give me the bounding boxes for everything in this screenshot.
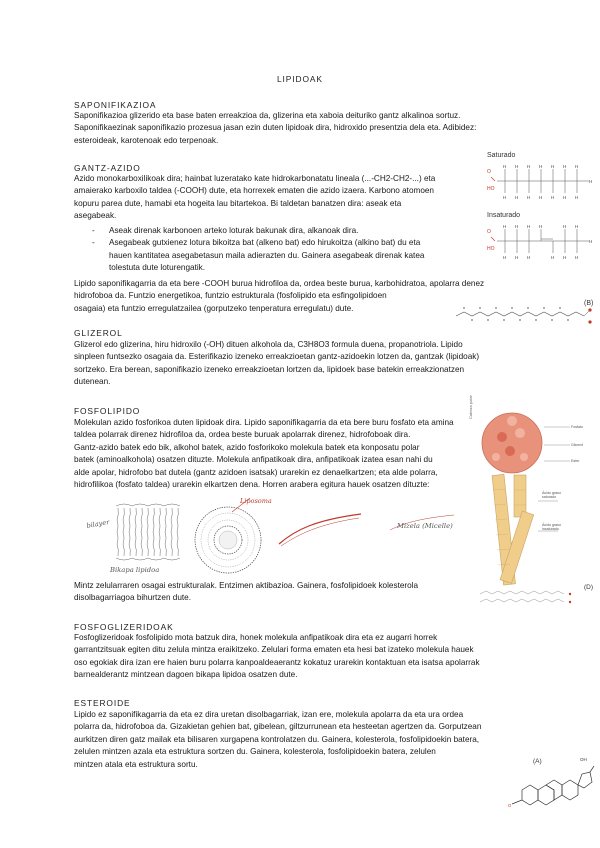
svg-text:HO: HO	[487, 186, 495, 192]
svg-text:H: H	[551, 255, 555, 260]
svg-text:H: H	[503, 255, 507, 260]
heading-fosfoglizeridoak: FOSFOGLIZERIDOAK	[74, 622, 174, 632]
heading-glizerol: GLIZEROL	[74, 328, 123, 338]
svg-text:H: H	[563, 164, 567, 169]
bilayer-sketch	[80, 500, 192, 566]
svg-text:Cabeza polar: Cabeza polar	[468, 395, 473, 419]
svg-text:H: H	[589, 179, 593, 184]
paragraph-fosfolipido: Molekulan azido fosforikoa duten lipidoak dira. Lipido saponifikagarria da eta bere buru fosfato eta amina taldea polarrak direnez hidrofiloa da, ordea beste buruak apolarrak direnez, hidrofoboak dira. Gantz-azido batek edo bik, alkohol batek, azido fosforikoko molekula batek eta konposatu polar batek (aminoalkohola) osatzen dituzte. Molekula anfipatikoak dira, anfipatikoak izatea esan nahi du alde apolar, hidrofobo bat dutela (gantz azidoen isatsak) urarekin ez denaelkartzen; eta alde polarra, hidrofilikoa (fosfato taldea) urarekin elkartzen dena. Horren arabera egitura hauek osatzen dituzte:	[74, 418, 454, 490]
svg-text:insaturado: insaturado	[542, 527, 559, 531]
svg-text:H: H	[515, 224, 519, 229]
phospholipid-chain-figure	[478, 586, 588, 610]
svg-text:H: H	[527, 195, 531, 200]
heading-esteroide: ESTEROIDE	[74, 698, 131, 708]
saturated-fatty-acid-figure	[485, 160, 597, 202]
svg-text:Ácido graso: Ácido graso	[542, 523, 561, 527]
label-saturado: Saturado	[487, 152, 516, 159]
svg-text:H: H	[539, 224, 543, 229]
label-panel-a: (A)	[533, 758, 542, 765]
svg-text:Fosfato: Fosfato	[571, 425, 583, 429]
page-title: LIPIDOAK	[277, 74, 323, 84]
unsaturated-fatty-acid-figure	[485, 220, 597, 262]
sketch-label-mizela: Mizela (Micelle)	[397, 522, 453, 530]
paragraph-gantz-azido: Azido monokarboxilikoak dira; hainbat luzeratako kate hidrokarbonatatu lineala (...-CH2-CH2-...) eta amaierako karboxilo taldea (-COOH) dute, eta horrexek ematen die azido izaera. Karbono atomoen kopuru parea dute, hamabi eta hogeita lau bitartekoa. Bi taldetan banatzen dira: aseak eta asegabeak.	[74, 174, 436, 221]
svg-text:Ester: Ester	[571, 459, 580, 463]
bullet-list-gantz-azido: - Aseak direnak karbonoen arteko loturak bakunak dira, alkanoak dira. - Asegabeak gutxienez lotura bikoitza bat (alkeno bat) edo hirukoitza (alkino bat) du eta hauen kantitatea asegabetasun maila adierazten du. Gainera asegabeak direnak katea tolestuta dute loturengatik.	[92, 226, 425, 273]
svg-text:Glicerol: Glicerol	[571, 443, 584, 447]
paragraph-saponifikazioa: Saponifikazioa glizerido eta base baten erreakzioa da, glizerina eta xaboia deituriko gantz alkalinoa sortuz. Saponifikaezinak saponifikazio prozesua jasan ezin duten lipidoak dira, hidroxido presentzia dela eta. Adibidez: esteroideak, karotenoak edo terpenoak.	[74, 111, 477, 145]
svg-text:O: O	[508, 803, 512, 808]
svg-text:Ácido graso: Ácido graso	[542, 491, 561, 495]
phospholipid-molecule-figure	[462, 395, 597, 590]
svg-text:H: H	[503, 224, 507, 229]
svg-text:H: H	[575, 255, 579, 260]
svg-text:HO: HO	[487, 246, 495, 252]
sketch-label-bilayer-small: bilayer	[86, 518, 110, 530]
svg-text:H: H	[575, 164, 579, 169]
fatty-acid-skeletal-figure	[452, 300, 597, 330]
svg-text:H: H	[503, 195, 507, 200]
heading-gantz-azido: GANTZ-AZIDO	[74, 163, 141, 173]
svg-text:saturado: saturado	[542, 495, 556, 499]
svg-text:H: H	[589, 239, 593, 244]
paragraph-glizerol: Glizerol edo glizerina, hiru hidroxilo (-OH) dituen alkohola da, C3H8O3 formula duena, propanotriola. Lipido sinpleen funtsezko osagaia da. Esterifikazio izeneko erreakzioetan gantz-azidoekin lotzen da, gantzak (lipidoak) sortzeko. Era berean, saponifikazio izeneko erreakzioetan lortzen da, lipidoek base batekin erreakzionatzen dutenean.	[74, 340, 480, 387]
svg-text:H: H	[515, 255, 519, 260]
svg-text:H: H	[515, 195, 519, 200]
liposome-sketch	[192, 500, 270, 578]
svg-text:H: H	[563, 255, 567, 260]
svg-text:H: H	[575, 224, 579, 229]
label-panel-d: (D)	[584, 584, 594, 591]
sketch-label-liposoma: Liposoma	[240, 497, 272, 505]
heading-saponifikazioa: SAPONIFIKAZIOA	[74, 100, 157, 110]
heading-fosfolipido: FOSFOLIPIDO	[74, 406, 141, 416]
svg-text:H: H	[551, 195, 555, 200]
svg-text:H: H	[539, 195, 543, 200]
sketch-label-bikapa: Bikapa lipidoa	[110, 566, 160, 574]
svg-text:H: H	[527, 224, 531, 229]
label-panel-b: (B)	[584, 300, 594, 307]
svg-text:H: H	[515, 164, 519, 169]
svg-text:H: H	[563, 224, 567, 229]
paragraph-fosfoglizeridoak: Fosfoglizeridoak fosfolipido mota batzuk dira, honek molekula anfipatikoak dira eta ez augarri horrek garrantzitsuak egiten ditu zelula mintza eraikitzeko. Zelulari forma ematen eta hesi bat izateko molekula hauek oso egokiak dira izan ere haien buru polarra kanpoaldeaerantz kokatuz urarekin kontaktuan eta isatsa apolarrak barnealderantz mintzean dagoen bikapa lipidoa osatzen dute.	[74, 633, 480, 680]
svg-text:H: H	[539, 164, 543, 169]
paragraph-gantz-azido-funtzioak: Lipido saponifikagarria da eta bere -COOH burua hidrofiloa da, ordea beste burua, karbohidratoa, apolarra denez hidrofoboa da. Funtzio energetikoa, funtzio estrukturala (fosfolipido eta esfingolipidoen osagaia) eta funtzio erregulatzailea (gorputzeko tenperatura erregulatu) dute.	[74, 279, 485, 313]
svg-text:O: O	[487, 229, 491, 235]
svg-text:H: H	[527, 255, 531, 260]
svg-text:O: O	[487, 169, 491, 175]
svg-text:H: H	[503, 164, 507, 169]
label-oh: OH	[580, 757, 587, 762]
paragraph-esteroide: Lipido ez saponifikagarria da eta ez dira uretan disolbagarriak, izan ere, molekula apolarra da eta ura ordea polarra da, hidrofoboa da. Gizakietan gehien bat, gibelean, giltzurrunean eta hesteetan agertzen da. Gorputzean aurkitzen diren gatz mailak eta bilisaren xurgapena kontrolatzen du. Gainera, kolesterola, fosfolipidoekin batera, zelulen mintzen azala eta estruktura sortzen du. Gainera, kolesterola, fosfolipidoekin batera, zelulen mintzen atala eta estruktura sortu.	[74, 710, 482, 769]
label-insaturado: Insaturado	[487, 212, 521, 219]
steroid-structure-figure	[508, 760, 600, 810]
micelle-sketch	[275, 510, 365, 550]
svg-text:H: H	[527, 164, 531, 169]
paragraph-fosfolipido-funtzioak: Mintz zelularraren osagai estrukturalak. Entzimen aktibazioa. Gainera, fosfolipidoek kolesterola disolbagarriagoa bihurtzen dute.	[74, 581, 419, 603]
svg-text:H: H	[563, 195, 567, 200]
svg-text:H: H	[575, 195, 579, 200]
svg-text:H: H	[551, 164, 555, 169]
